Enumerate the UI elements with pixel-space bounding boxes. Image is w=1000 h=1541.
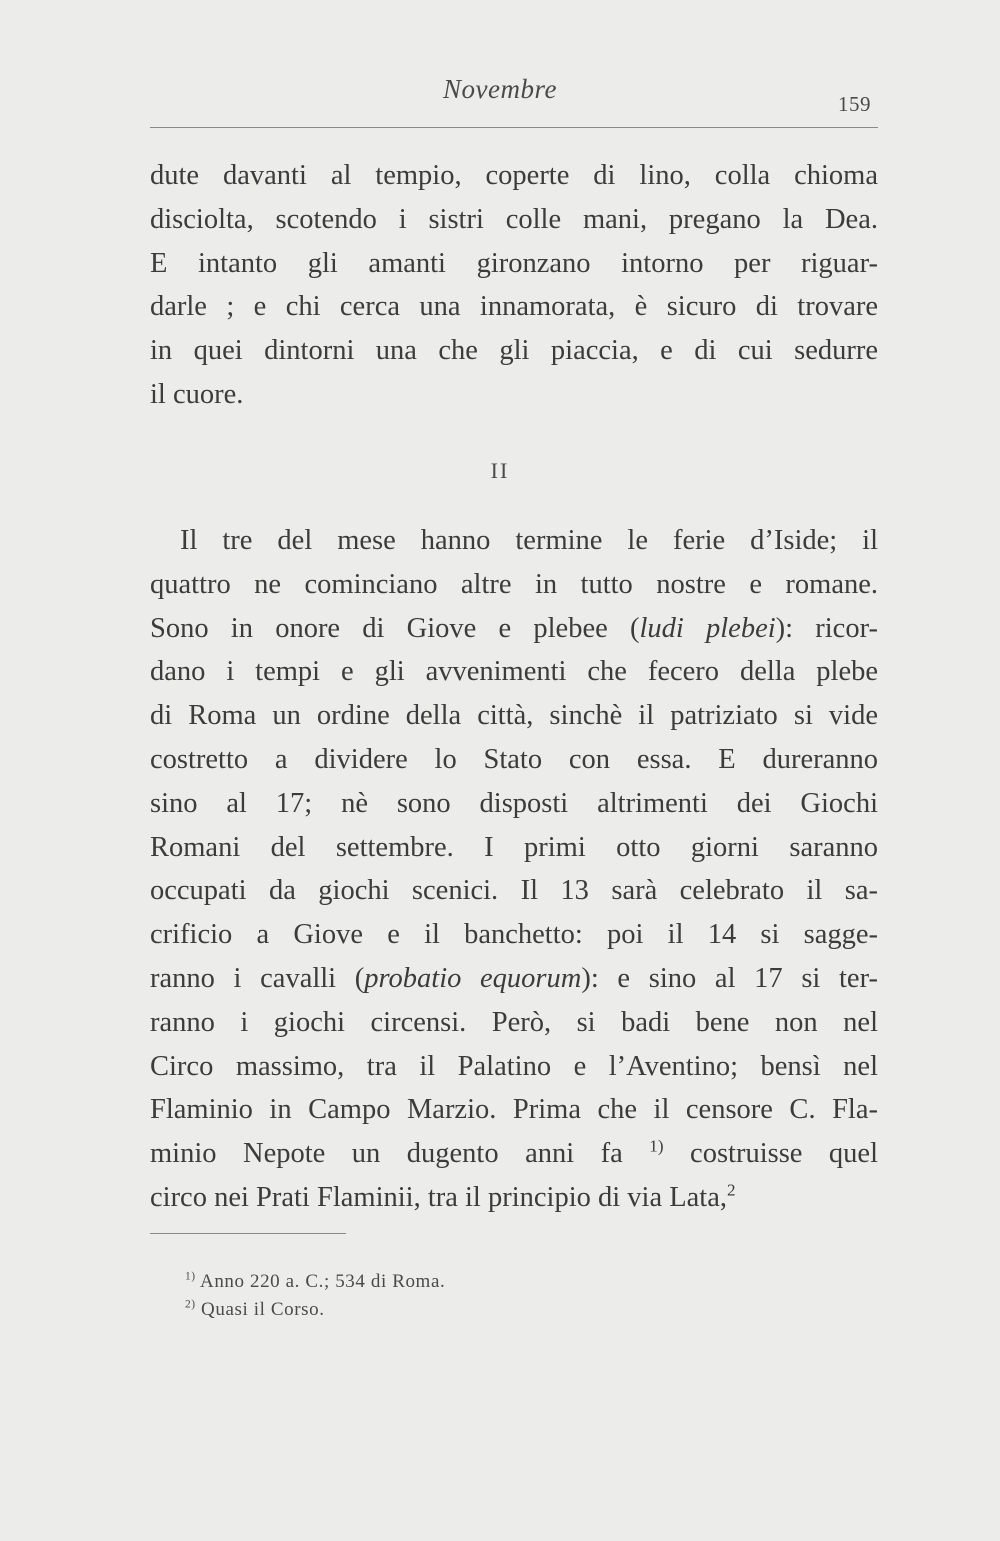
- italic-term: probatio equorum: [364, 962, 582, 994]
- text-line: Flaminio in Campo Marzio. Prima che il censore C. Fla-: [150, 1094, 878, 1126]
- text-line: dute davanti al tempio, coperte di lino, colla chioma: [150, 160, 878, 191]
- text-line: crificio a Giove e il banchetto: poi il 14 si sagge-: [150, 919, 878, 951]
- text-line: sino al 17; nè sono disposti altrimenti dei Giochi: [150, 787, 878, 819]
- text-line: E intanto gli amanti gironzano intorno per riguar-: [150, 247, 878, 279]
- text-line: in quei dintorni una che gli piaccia, e di cui sedurre: [150, 335, 878, 367]
- header-rule: [150, 127, 878, 128]
- text-line: occupati da giochi scenici. Il 13 sarà celebrato il sa-: [150, 875, 878, 907]
- section-number: II: [490, 458, 510, 483]
- text-line: darle ; e chi cerca una innamorata, è sicuro di trovare: [150, 291, 878, 323]
- footnote-marker: 1): [649, 1136, 664, 1156]
- footnote: $^{2)}$ Quasi il Corso.: [185, 1298, 325, 1320]
- paragraph-continuation: [150, 154, 878, 417]
- running-title: Novembre: [443, 74, 557, 104]
- text-line: Romani del settembre. I primi otto giorni saranno: [150, 831, 878, 863]
- text-line: circo nei Prati Flaminii, tra il principio di via Lata,$^2$: [150, 1180, 736, 1213]
- italic-term: ludi plebei: [639, 612, 776, 644]
- text-line: ranno i cavalli (probatio equorum): e sino al 17 si ter-: [150, 962, 878, 994]
- text-line: Il tre del mese hanno termine le ferie d’Iside; il: [180, 525, 878, 556]
- text-line: Circo massimo, tra il Palatino e l’Aventino; bensì nel: [150, 1050, 878, 1082]
- text-line: il cuore.: [150, 378, 244, 410]
- text-line: disciolta, scotendo i sistri colle mani, pregano la Dea.: [150, 203, 878, 235]
- footnote-marker: 2): [185, 1298, 196, 1311]
- footnote: $^{1)}$ Anno 220 a. C.; 534 di Roma.: [185, 1270, 446, 1292]
- text-line: minio Nepote un dugento anni fa $^{1)}$ costruisse quel: [150, 1136, 878, 1170]
- footnote-marker: 1): [185, 1270, 196, 1283]
- text-line: Sono in onore di Giove e plebee (ludi plebei): ricor-: [150, 612, 878, 644]
- footnotes: [185, 1268, 445, 1324]
- text-line: dano i tempi e gli avvenimenti che fecero della plebe: [150, 656, 878, 688]
- page-number: 159: [838, 92, 871, 116]
- footnote-marker: 2: [726, 1180, 736, 1200]
- paragraph-section-two: [150, 519, 878, 1220]
- text-line: costretto a dividere lo Stato con essa. E dureranno: [150, 743, 878, 775]
- text-line: di Roma un ordine della città, sinchè il patriziato si vide: [150, 700, 878, 732]
- text-line: ranno i giochi circensi. Però, si badi bene non nel: [150, 1006, 878, 1038]
- text-line: quattro ne cominciano altre in tutto nostre e romane.: [150, 568, 878, 600]
- footnote-rule: [150, 1233, 346, 1234]
